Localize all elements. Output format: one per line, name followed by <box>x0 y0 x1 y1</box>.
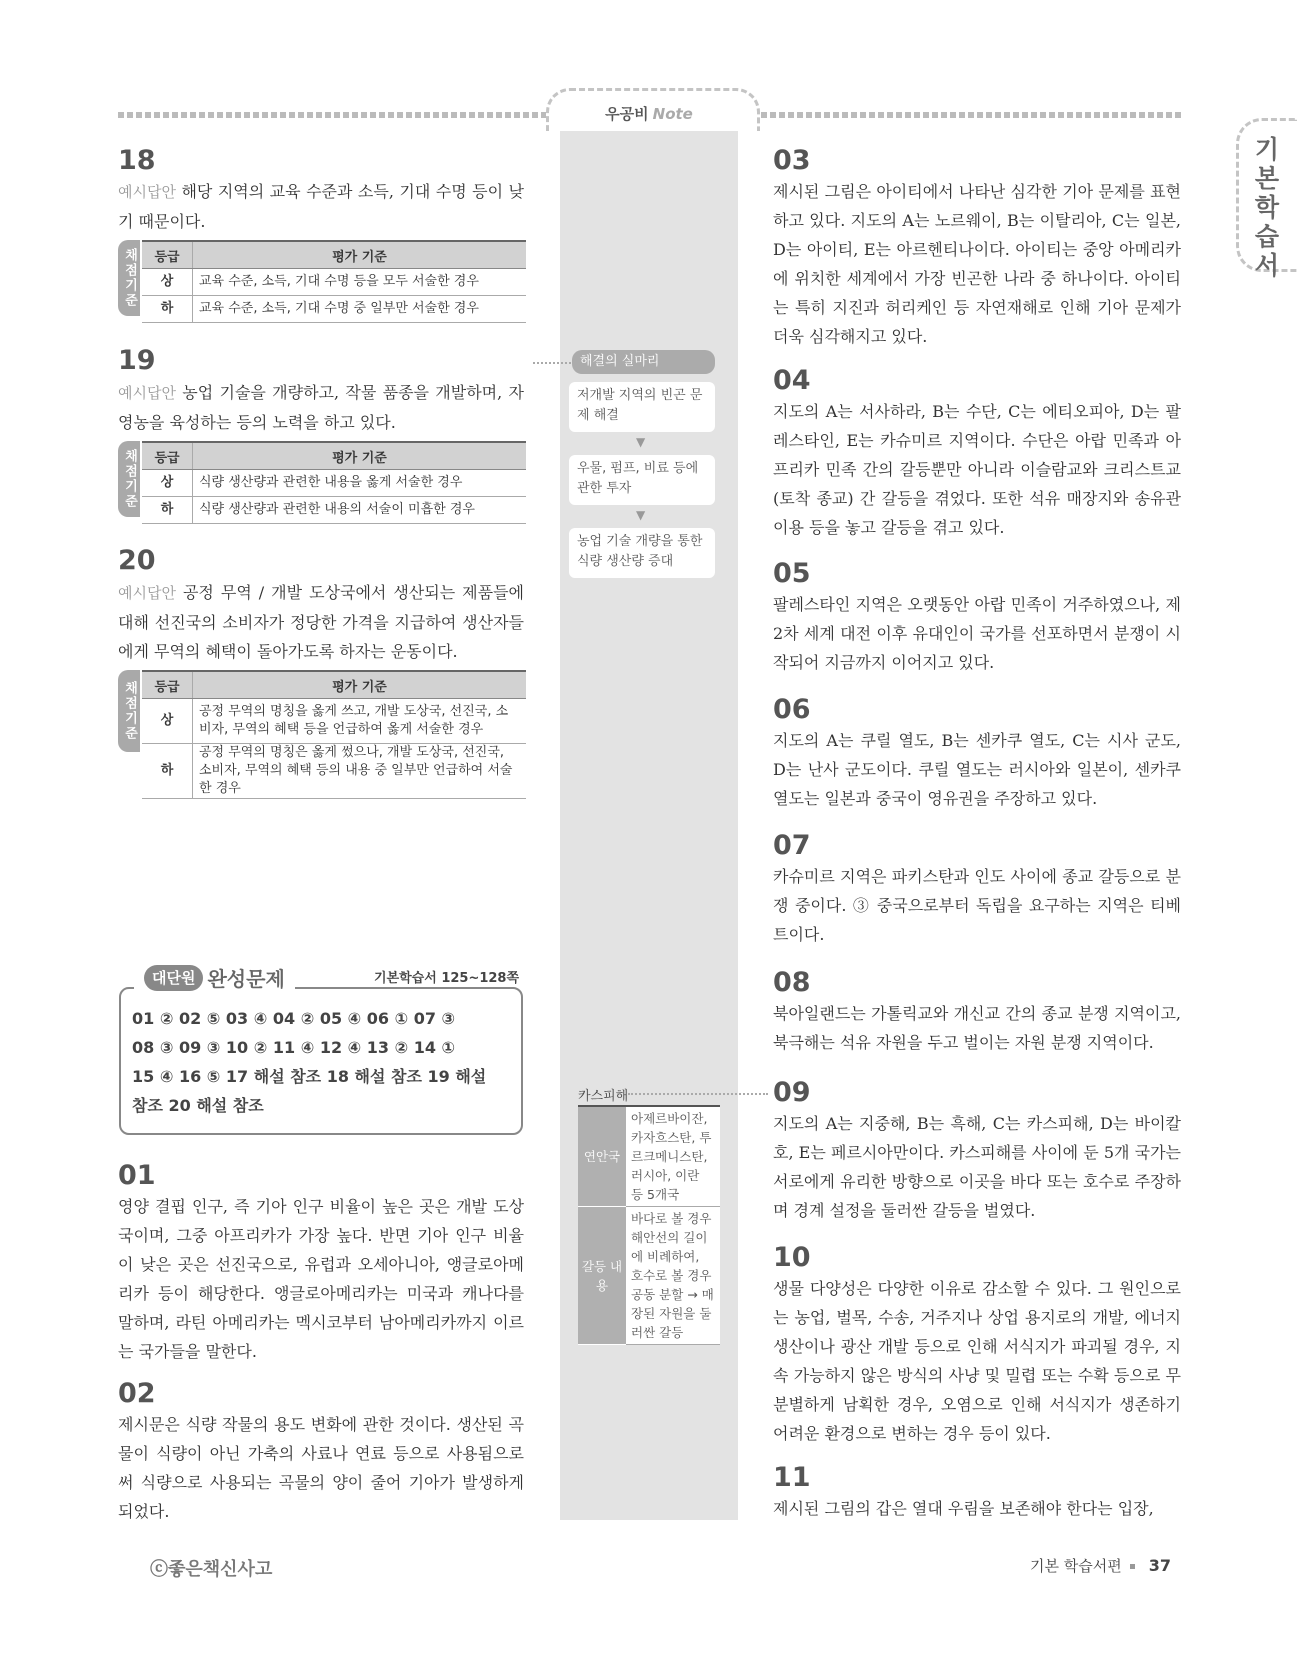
question-number-09: 09 <box>773 1077 811 1108</box>
question-number-06: 06 <box>773 694 811 725</box>
header-rule-left <box>118 112 550 118</box>
question-number-11: 11 <box>773 1462 811 1493</box>
question-number-02: 02 <box>118 1378 156 1409</box>
grading-side-label: 채점기준 <box>118 670 140 752</box>
answer-04: 지도의 A는 서사하라, B는 수단, C는 에티오피아, D는 팔레스타인, E는 카슈미르 지역이다. 수단은 아랍 민족과 아프리카 민족 간의 갈등뿐만 아니라 이슬람교와 크리스트교(토착 종교) 간 갈등을 겪었다. 또한 석유 매장지와 송유관 이용 등을 놓고 갈등을 겪고 있다. <box>773 402 1181 537</box>
question-number-20: 20 <box>118 545 156 576</box>
book-title: 기본 학습서편 <box>1030 1557 1122 1575</box>
table-row: 상 공정 무역의 명칭을 옳게 쓰고, 개발 도상국, 선진국, 소비자, 무역의 혜택 등을 언급하여 옳게 서술한 경우 <box>142 699 526 744</box>
answer-02: 제시문은 식량 작물의 용도 변화에 관한 것이다. 생산된 곡물이 식량이 아닌 가축의 사료나 연료 등으로 사용됨으로써 식량으로 사용되는 곡물의 양이 줄어 기아가 발생하게 되었다. <box>118 1415 524 1521</box>
hint-step-1: 저개발 지역의 빈곤 문제 해결 <box>569 382 715 432</box>
answer-07: 카슈미르 지역은 파키스탄과 인도 사이에 종교 갈등으로 분쟁 중이다. ③ 중국으로부터 독립을 요구하는 지역은 티베트이다. <box>773 867 1181 944</box>
grading-table-20: 채점기준 등급 평가 기준 상 공정 무역의 명칭을 옳게 쓰고, 개발 도상국, 선진국, 소비자, 무역의 혜택 등을 언급하여 옳게 서술한 경우 하 공정 무역의 명칭은 옳게 썼으나, 개발 도상국, 선진국, 소비자, 무역의 혜택 등의 내용 중 일부만 언급하여 서술한 경우 <box>118 670 526 790</box>
side-tab <box>1236 118 1297 280</box>
hint-step-3: 농업 기술 개량을 통한 식량 생산량 증대 <box>569 528 715 578</box>
question-number-05: 05 <box>773 558 811 589</box>
table-row: 하 공정 무역의 명칭은 옳게 썼으나, 개발 도상국, 선진국, 소비자, 무역의 혜택 등의 내용 중 일부만 언급하여 서술한 경우 <box>142 744 526 799</box>
caspian-connector <box>628 1093 768 1095</box>
answer-03: 제시된 그림은 아이티에서 나타난 심각한 기아 문제를 표현하고 있다. 지도의 A는 노르웨이, B는 이탈리아, C는 일본, D는 아이티, E는 아르헨티나이다. 아이티는 중앙 아메리카에 위치한 세계에서 가장 빈곤한 나라 중 하나이다. 아이티는 특히 지진과 허리케인 등 자연재해로 인해 기아 문제가 더욱 심각해지고 있다. <box>773 182 1181 346</box>
header-rule-right <box>752 112 1182 118</box>
note-title: 우공비 Note <box>605 105 693 123</box>
grading-side-label: 채점기준 <box>118 441 140 517</box>
down-arrow-icon: ▼ <box>636 508 646 522</box>
table-row: 갈등 내용 바다로 볼 경우 해안선의 길이에 비례하여, 호수로 볼 경우 공동 분할 → 매장된 자원을 둘러싼 갈등 <box>578 1207 720 1345</box>
table-row: 하 교육 수준, 소득, 기대 수명 중 일부만 서술한 경우 <box>142 296 526 323</box>
answer-key-badge: 대단원 완성문제 <box>134 963 295 993</box>
page-number: 37 <box>1148 1556 1171 1575</box>
question-number-10: 10 <box>773 1242 811 1273</box>
hint-connector <box>533 362 571 364</box>
question-number-19: 19 <box>118 345 156 376</box>
page-footer <box>1030 1555 1171 1576</box>
answer-20: 예시답안 공정 무역 / 개발 도상국에서 생산되는 제품들에 대해 선진국의 소비자가 정당한 가격을 지급하여 생산자들에게 무역의 혜택이 돌아가도록 하자는 운동이다. <box>118 583 524 661</box>
answer-key-list: 01 ② 02 ⑤ 03 ④ 04 ② 05 ④ 06 ① 07 ③ 08 ③ 09 ③ 10 ② 11 ④ 12 ④ 13 ② 14 ① 15 ④ 16 ⑤ 17 해설 참조 18 해설 참조 19 해설 참조 20 해설 참조 <box>132 1009 487 1115</box>
grading-table-18: 채점기준 등급 평가 기준 상 교육 수준, 소득, 기대 수명 등을 모두 서술한 경우 하 교육 수준, 소득, 기대 수명 중 일부만 서술한 경우 <box>118 240 526 316</box>
grading-table-19: 채점기준 등급 평가 기준 상 식량 생산량과 관련한 내용을 옳게 서술한 경우 하 식량 생산량과 관련한 내용의 서술이 미흡한 경우 <box>118 441 526 517</box>
answer-05: 팔레스타인 지역은 오랫동안 아랍 민족이 거주하였으나, 제2차 세계 대전 이후 유대인이 국가를 선포하면서 분쟁이 시작되어 지금까지 이어지고 있다. <box>773 595 1181 672</box>
question-number-03: 03 <box>773 145 811 176</box>
question-number-18: 18 <box>118 145 156 176</box>
table-row: 상 식량 생산량과 관련한 내용을 옳게 서술한 경우 <box>142 470 526 497</box>
caspian-table <box>578 1105 720 1345</box>
answer-key-reference: 기본학습서 125~128쪽 <box>374 971 520 986</box>
table-row: 상 교육 수준, 소득, 기대 수명 등을 모두 서술한 경우 <box>142 269 526 296</box>
answer-09: 지도의 A는 지중해, B는 흑해, C는 카스피해, D는 바이칼호, E는 페르시아만이다. 카스피해를 사이에 둔 5개 국가는 서로에게 유리한 방향으로 이곳을 바다 또는 호수로 주장하며 경계 설정을 둘러싼 갈등을 벌였다. <box>773 1114 1181 1220</box>
hint-title: 해결의 실마리 <box>572 350 715 374</box>
table-row: 하 식량 생산량과 관련한 내용의 서술이 미흡한 경우 <box>142 497 526 524</box>
separator-icon <box>1130 1564 1135 1569</box>
answer-19: 예시답안 농업 기술을 개량하고, 작물 품종을 개발하며, 자영농을 육성하는 등의 노력을 하고 있다. <box>118 383 524 432</box>
question-number-01: 01 <box>118 1160 156 1191</box>
grading-side-label: 채점기준 <box>118 240 140 316</box>
answer-11: 제시된 그림의 갑은 열대 우림을 보존해야 한다는 입장, <box>773 1499 1154 1518</box>
publisher-logo: ⓒ좋은책신사고 <box>150 1559 273 1580</box>
caspian-title: 카스피해 <box>578 1089 629 1104</box>
answer-18: 예시답안 해당 지역의 교육 수준과 소득, 기대 수명 등이 낮기 때문이다. <box>118 182 524 231</box>
question-number-08: 08 <box>773 967 811 998</box>
question-number-07: 07 <box>773 830 811 861</box>
answer-01: 영양 결핍 인구, 즉 기아 인구 비율이 높은 곳은 개발 도상국이며, 그중 아프리카가 가장 높다. 반면 기아 인구 비율이 낮은 곳은 선진국으로, 유럽과 오세아니아, 앵글로아메리카 등이 해당한다. 앵글로아메리카는 미국과 캐나다를 말하며, 라틴 아메리카는 멕시코부터 남아메리카까지 이르는 국가들을 말한다. <box>118 1197 524 1361</box>
table-row: 연안국 아제르바이잔, 카자흐스탄, 투르크메니스탄, 러시아, 이란 등 5개국 <box>578 1106 720 1207</box>
answer-06: 지도의 A는 쿠릴 열도, B는 센카쿠 열도, C는 시사 군도, D는 난사 군도이다. 쿠릴 열도는 러시아와 일본이, 센카쿠 열도는 일본과 중국이 영유권을 주장하고 있다. <box>773 731 1181 808</box>
question-number-04: 04 <box>773 365 811 396</box>
side-tab-label: 기본학습서 <box>1254 135 1280 280</box>
answer-08: 북아일랜드는 가톨릭교와 개신교 간의 종교 분쟁 지역이고, 북극해는 석유 자원을 두고 벌이는 자원 분쟁 지역이다. <box>773 1004 1181 1052</box>
hint-step-2: 우물, 펌프, 비료 등에 관한 투자 <box>569 455 715 505</box>
answer-10: 생물 다양성은 다양한 이유로 감소할 수 있다. 그 원인으로는 농업, 벌목, 수송, 거주지나 상업 용지로의 개발, 에너지 생산이나 광산 개발 등으로 인해 서식지가 파괴될 경우, 지속 가능하지 않은 방식의 사냥 및 밀렵 또는 수확 등으로 무분별하게 남획한 경우, 오염으로 인해 서식지가 생존하기 어려운 환경으로 변하는 경우 등이 있다. <box>773 1279 1181 1443</box>
down-arrow-icon: ▼ <box>636 435 646 449</box>
